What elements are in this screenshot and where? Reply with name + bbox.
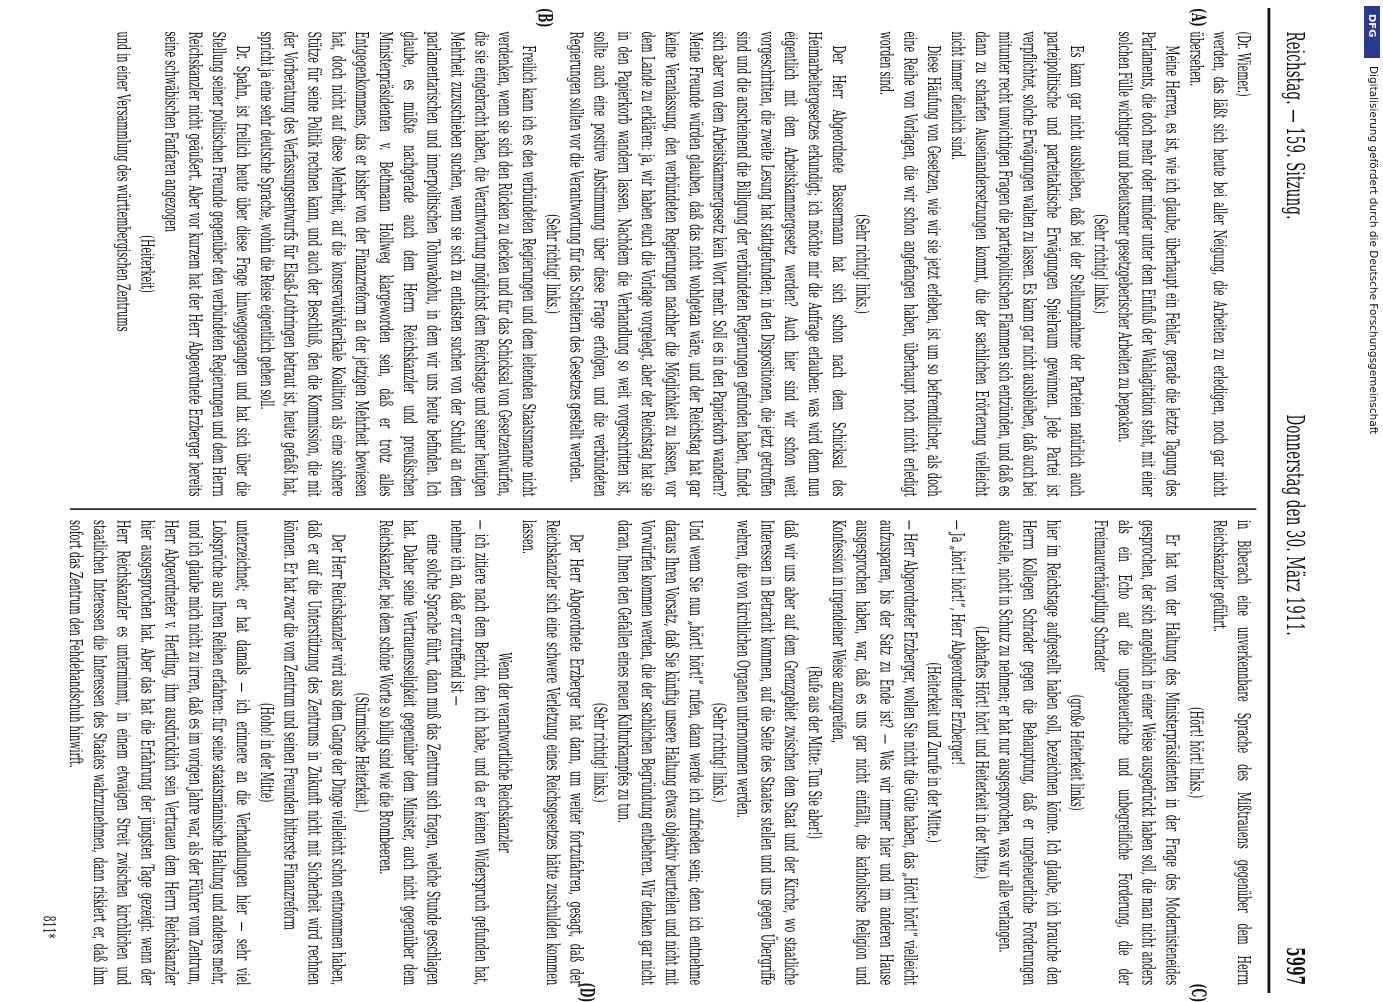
right-column	[56, 520, 1256, 1002]
column-divider	[70, 508, 1256, 510]
left-column-paragraph: (Sehr richtig! links.)	[852, 214, 874, 314]
right-column-paragraph: (Hoho! in der Mitte)	[256, 702, 278, 803]
right-column-paragraph: — Herr Abgeordneter Erzberger, wollen Sie nicht die Güte haben, das „Hört! hört!“ vielleicht aufzusparen, bis der Satz zu Ende ist? — Was wir immer hier und im anderen Hause ausgesprochen haben, war, daß es uns gar nicht einfällt, die katholische Religion und Konfession in irgendeiner Weise anzugreifen,	[828, 520, 922, 986]
margin-marker-b: (B)	[532, 8, 556, 28]
left-column-paragraph: Freilich kann ich es den verbündeten Regierungen und dem leitenden Staatsmanne nicht verdenken, wenn sie sich den Rücken zu decken und für das Schicksal von Gesetzentwürfen, die sie eingebracht haben, die Verantwortung möglichst dem Reichstage und seiner heutigen Mehrheit zuzuschieben suchen, wenn sie sich zu entlasten suchen von der Schuld an dem parlamentarischen und innerpolitischen Tohuwabohu, in dem wir uns heute befinden. Ich glaube, es müßte nachgerade auch dem Herrn Reichskanzler und preußischen Ministerpräsidenten v. Bethmann Hollweg klargeworden sein, daß er trotz alles Entgegenkommens, das er bisher von der Finanzreform an der jetzigen Mehrheit bewiesen hat, doch nicht auf diese Mehrheit, auf die konservativklerikale Koalition als eine sichere Stütze für seine Politik rechnen kann, und auch der Beschluß, den die Kommission, die mit der Vorberatung des Verfassungsentwurfs für Elsaß-Lothringen betraut ist, heute gefaßt hat, spricht ja eine sehr deutsche Sprache, wohin die Reise eigentlich gehen soll.	[256, 31, 540, 497]
right-column-paragraph: eine solche Sprache führt, dann muß das Zentrum sich fragen, welche Stunde geschlagen hat. Daher seine Vertrauensseligkeit gegenüber dem Minister, auch nicht gegenüber dem Reichskanzler, bei dem schöne Worte so billig sind wie die Brombeeren.	[375, 520, 445, 986]
right-column-paragraph: (Heiterkeit und Zurufe in der Mitte.)	[923, 662, 946, 843]
dfg-logo	[1364, 6, 1380, 58]
dfg-credit	[1365, 66, 1381, 786]
page-number: 5997	[1280, 947, 1309, 986]
left-column-paragraph: (Sehr richtig! links.)	[542, 214, 564, 314]
right-column-paragraph: Wenn der verantwortliche Reichskanzler	[494, 652, 516, 853]
margin-marker-d: (D)	[574, 982, 598, 1002]
right-column-paragraph: Der Herr Abgeordnete Erzberger hat dann, um weiter fortzufahren, gesagt, daß der Reichskanzler sich eine schwere Verletzung eines Reichsgesetzes hätte zuschulden kommen lassen.	[518, 520, 588, 986]
dfg-logo-text: DFG	[1366, 14, 1377, 38]
right-column-paragraph: (Sehr richtig! links.)	[590, 702, 612, 803]
left-column-paragraph: Es kann gar nicht ausbleiben, daß bei der Stellungnahme der Parteien natürlich auch parteipolitische und parteitaktische Erwägungen Spielraum gewinnen. Jede Partei ist verpflichtet, solche Erwägungen walten zu lassen. Es kann gar nicht ausbleiben, daß auch bei mitunter recht unwichtigen Fragen die parteipolitischen Flammen sich entzünden, und daß es dann zu scharfen Auseinandersetzungen kommt, die der sachlichen Erörterung vielleicht nicht immer dienlich sind.	[947, 31, 1089, 497]
right-column-paragraph: Der Herr Reichskanzler wird aus dem Gange der Dinge vielleicht schon entnommen haben, daß er auf die Unterstützung des Zentrums in Zukunft nicht mit Sicherheit wird rechnen können. Er hat zwar die vom Zentrum und seinen Freunden bitterste Finanzreform	[280, 520, 350, 986]
right-column-paragraph: — Ja „hört! hört!“, Herr Abgeordneter Erzberger!	[947, 520, 969, 766]
right-column-paragraph: (große Heiterkeit links)	[1067, 694, 1089, 811]
right-column-paragraph: — ich zitiere nach dem Bericht, den ich habe, und da er keinen Widerspruch gefunden hat, nehme ich an, daß er zutreffend ist —	[447, 520, 493, 986]
running-head-left: Reichstag. — 159. Sitzung.	[1280, 31, 1309, 220]
sheet-signature: 811*	[39, 915, 59, 939]
right-column-paragraph: (Rufe aus der Mitte: Tun Sie aber!)	[804, 666, 826, 840]
document-page	[28, 8, 1318, 1002]
right-column-paragraph: (Hört! hört! links.)	[1186, 706, 1208, 799]
left-column-paragraph: Der Herr Abgeordnete Bassermann hat sich schon nach dem Schicksal des Heimarbeitergesetzes erkundigt; ich möchte mir die Anfrage erlauben: was wird denn nun eigentlich mit dem Arbeitskammergesetz werden? Auch hier sind wir schon weit vorgeschritten, die zweite Lesung hat stattgefunden; in den Dispositionen, die jetzt getroffen sind und die anscheinend die Billigung der verbündeten Regierungen gefunden haben, findet sich aber von dem Arbeitskammergesetz kein Wort mehr. Soll es in den Papierkorb wandern? Meine Freunde würden glauben, daß das nicht wohlgetan wäre, und der Reichstag hat gar keine Veranlassung, den verbündeten Regierungen nachher die Möglichkeit zu lassen, vor dem Lande zu erklären: ja, wir haben euch die Vorlage vorgelegt, aber der Reichstag hat sie in den Papierkorb wandern lassen. Nachdem die Verhandlung so weit vorgeschritten ist, sollte auch eine positive Abstimmung über diese Frage erfolgen, und die verbündeten Regierungen sollten vor die Verantwortung für das Scheitern des Gesetzes gestellt werden.	[566, 31, 850, 497]
right-column-paragraph: daß wir uns aber auf dem Grenzgebiet zwischen dem Staat und der Kirche, wo staatliche Interessen in Betracht kommen, auf die Seite des Staates stellen und uns gegen Übergriffe wehren, die von kirchlichen Organen unternommen werden.	[733, 520, 802, 986]
left-column-paragraph: Diese Häufung von Gesetzen, wie wir sie jetzt erleben, ist um so befremdlicher, als doch eine Reihe von Vorlagen, die wir schon angefangen haben, überhaupt noch nicht erledigt worden sind.	[876, 31, 946, 497]
left-column-paragraph: (Dr. Wiemer.)	[1233, 31, 1255, 97]
left-column-paragraph: (Sehr richtig! links.)	[1090, 214, 1112, 314]
right-column-paragraph: hier im Reichstage aufgestellt haben soll, bezeichnen könne. Ich glaube, ich brauche den Herrn Kollegen Schrader gegen die Behauptung, daß er ungeheuerliche Forderungen aufstelle, nicht in Schutz zu nehmen; er hat nur ausgesprochen, was wir alle verlangen.	[995, 520, 1065, 986]
left-column	[56, 8, 1256, 497]
right-column-paragraph: Er hat von der Haltung des Ministerpräsidenten in der Frage des Modernisteneides gesprochen, der sich angeblich in einer Weise ausgedrückt haben soll, die man nicht anders als ein Echo auf die ungeheuerliche und unbegreifliche Forderung, die der Freimaurerhäuptling Schrader	[1090, 520, 1184, 986]
right-column-paragraph: Und wenn Sie nun „hört! hört!“ rufen, dann werde ich zufrieden sein; denn ich entnehme daraus Ihren Vorsatz, daß Sie künftig unsere Haltung etwas objektiv beurteilen und nicht mit Vorwürfen kommen werden, die der sachlichen Begründung entbehren. Wir denken gar nicht daran, Ihnen den Gefallen eines neuen Kulturkampfes zu tun.	[614, 520, 707, 986]
left-column-paragraph: und in einer Versammlung des württembergischen Zentrums	[113, 31, 135, 332]
right-column-paragraph: unterzeichnet; er hat damals — ich erinnere an die Verhandlungen hier — sehr viel Lobsprüche aus Ihren Reihen erfahren: für seine staatsmännische Haltung und anderes mehr, und ich glaube mich nicht zu irren, daß es im vorigen Jahre war, als der Führer vom Zentrum, Herr Abgeordneter v. Hertling, ihm ausdrücklich sein Vertrauen dem Herrn Reichskanzler hier ausgesprochen hat. Aber das hat die Erfahrung der jüngsten Tage gezeigt: wenn der Herr Reichskanzler es unternimmt, in einem etwaigen Streit zwischen kirchlichen und staatlichen Interessen die Interessen des Staates wahrzunehmen, dann riskiert er, daß ihm sofort das Zentrum den Fehdehandschuh hinwirft.	[65, 520, 254, 986]
right-column-paragraph: (Stürmische Heiterkeit.)	[351, 692, 373, 813]
right-column-paragraph: in Biberach eine unverkennbare Sprache des Mißtrauens gegenüber dem Herrn Reichskanzler geführt.	[1210, 520, 1255, 986]
margin-marker-a: (A)	[1186, 8, 1209, 27]
left-column-paragraph: Meine Herren, es ist, wie ich glaube, überhaupt ein Fehler, gerade die letzte Tagung des Parlaments, die doch mehr oder minder unter dem Einfluß der Wahlagitation steht, mit einer solchen Fülle wichtiger und bedeutsamer gesetzgeberischer Arbeiten zu bepacken.	[1114, 31, 1184, 497]
dfg-credit-text: Digitalisierung gefördert durch die Deutsche Forschungsgemeinschaft	[1367, 66, 1379, 435]
running-head-date: Donnerstag den 30. März 1911.	[1280, 414, 1309, 636]
margin-marker-c: (C)	[1186, 983, 1209, 1002]
left-column-paragraph: Dr. Spahn, ist freilich heute über diese Frage hinweggegangen und hat sich über die Stellung seiner politischen Freunde gegenüber den verbündeten Regierungen und dem Herrn Reichskanzler nicht geäußert. Aber vor kurzem hat der Herr Abgeordnete Erzberger bereits seine schwäbischen Fanfaren angezogen	[161, 31, 254, 497]
left-column-paragraph: (Heiterkeit)	[137, 235, 159, 293]
right-column-paragraph: (Lebhaftes Hört! hört! und Heiterkeit in der Mitte.)	[971, 626, 993, 880]
running-head	[1268, 8, 1318, 993]
right-column-paragraph: (Sehr richtig! links.)	[709, 702, 731, 803]
dfg-credit-strip	[1362, 0, 1383, 1000]
left-column-paragraph: werden, das läßt sich heute bei aller Neigung, die Arbeiten zu erledigen, noch gar nicht übersehen.	[1186, 31, 1232, 497]
